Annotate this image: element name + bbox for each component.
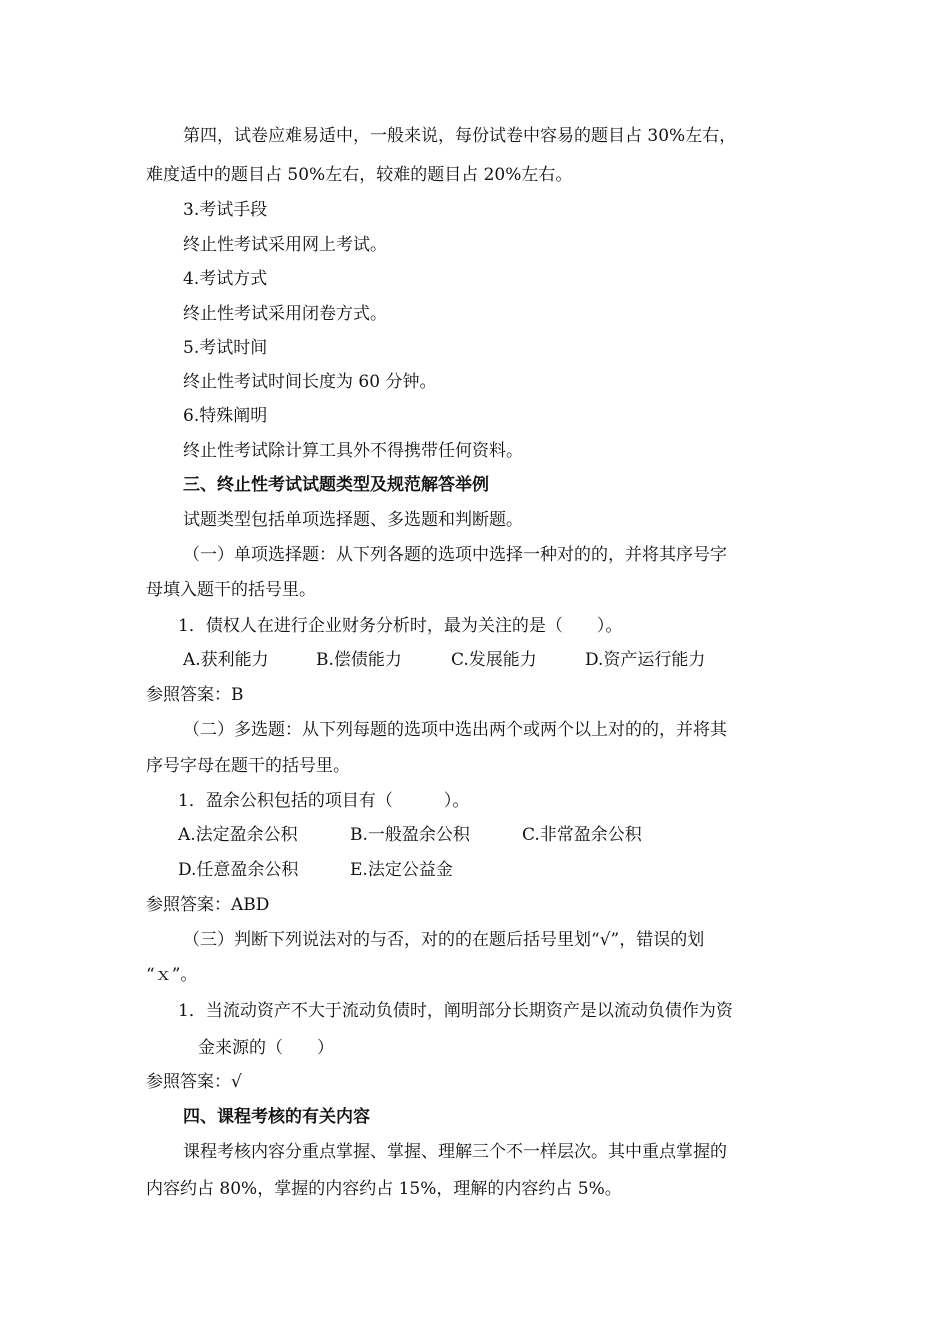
multi-choice-options-row1 — [178, 823, 642, 847]
option-c: C.发展能力 — [451, 650, 537, 670]
single-choice-answer: 参照答案：B — [146, 685, 244, 705]
item5-text: 终止性考试时间长度为 60 分钟。 — [183, 372, 437, 392]
option-d: D.资产运行能力 — [585, 650, 706, 670]
item6-heading: 6.特殊阐明 — [183, 406, 268, 426]
option-c: C.非常盈余公积 — [522, 825, 642, 845]
option-a: A.获利能力 — [183, 650, 269, 670]
item3-text: 终止性考试采用网上考试。 — [183, 235, 387, 255]
judge-instruction-line2: “ｘ”。 — [146, 965, 198, 985]
judge-answer: 参照答案：√ — [146, 1072, 242, 1092]
item5-heading: 5.考试时间 — [183, 338, 268, 358]
multi-choice-instruction-line2: 序号字母在题干的括号里。 — [146, 756, 350, 776]
section4-line2: 内容约占 80%，掌握的内容约占 15%，理解的内容约占 5%。 — [146, 1179, 622, 1199]
item4-text: 终止性考试采用闭卷方式。 — [183, 304, 387, 324]
option-a: A.法定盈余公积 — [178, 825, 298, 845]
judge-question-line2: 金来源的（ ） — [198, 1038, 334, 1058]
option-b: B.一般盈余公积 — [350, 825, 470, 845]
single-choice-question: 1．债权人在进行企业财务分析时，最为关注的是（ ）。 — [178, 616, 623, 636]
option-d: D.任意盈余公积 — [178, 860, 299, 880]
single-choice-instruction-line2: 母填入题干的括号里。 — [146, 580, 316, 600]
paragraph-difficulty-line2: 难度适中的题目占 50%左右，较难的题目占 20%左右。 — [146, 165, 573, 185]
single-choice-instruction-line1: （一）单项选择题：从下列各题的选项中选择一种对的的，并将其序号字 — [183, 545, 727, 565]
item6-text: 终止性考试除计算工具外不得携带任何资料。 — [183, 441, 523, 461]
option-e: E.法定公益金 — [350, 860, 453, 880]
section4-line1: 课程考核内容分重点掌握、掌握、理解三个不一样层次。其中重点掌握的 — [183, 1142, 727, 1162]
single-choice-options — [183, 648, 705, 672]
multi-choice-question: 1．盈余公积包括的项目有（ ）。 — [178, 791, 470, 811]
multi-choice-options-row2 — [178, 858, 453, 882]
option-b: B.偿债能力 — [316, 650, 402, 670]
judge-question-line1: 1．当流动资产不大于流动负债时，阐明部分长期资产是以流动负债作为资 — [178, 1001, 733, 1021]
item3-heading: 3.考试手段 — [183, 200, 268, 220]
section4-heading: 四、课程考核的有关内容 — [183, 1107, 370, 1127]
multi-choice-instruction-line1: （二）多选题：从下列每题的选项中选出两个或两个以上对的的，并将其 — [183, 720, 727, 740]
paragraph-difficulty-line1: 第四，试卷应难易适中，一般来说，每份试卷中容易的题目占 30%左右， — [183, 126, 737, 146]
item4-heading: 4.考试方式 — [183, 269, 268, 289]
section3-heading: 三、终止性考试试题类型及规范解答举例 — [183, 475, 489, 495]
multi-choice-answer: 参照答案：ABD — [146, 895, 270, 915]
section3-intro: 试题类型包括单项选择题、多选题和判断题。 — [183, 510, 523, 530]
judge-instruction-line1: （三）判断下列说法对的与否，对的的在题后括号里划“√”，错误的划 — [183, 930, 705, 950]
